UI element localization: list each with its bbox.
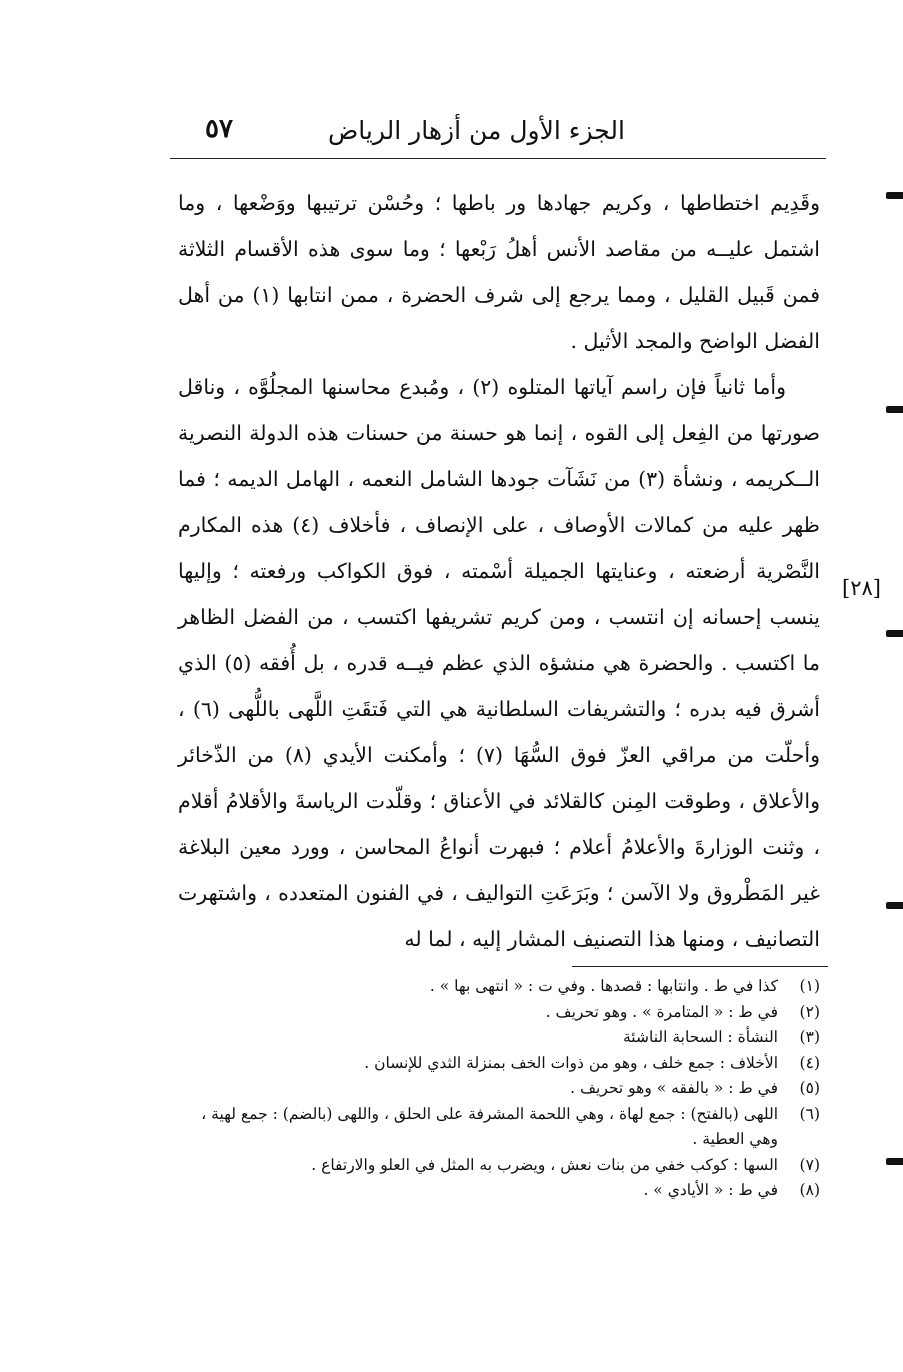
footnote-number: (١) xyxy=(799,977,820,995)
binding-mark xyxy=(886,406,903,413)
paragraph-2: وأما ثانياً فإن راسم آياتها المتلوه (٢) ، ومُبدع محاسنها المجلُوَّه ، وناقل صورتها من الفِعل إلى القوه ، إنما هو حسنة من حسنات هذه الدولة النصرية الــكريمه ، ونشأة (٣) من نَشَآت جودها الشامل النعمه ، الهامل الديمه ؛ فما ظهر عليه من كمالات الأوصاف ، على الإنصاف ، فأخلاف (٤) هذه المكارم النَّصْرية أرضعته ، وعنايتها الجميلة أسْمته ، فوق الكواكب ورفعته ؛ وإليها ينسب إحسانه إن انتسب ، ومن كريم تشريفها اكتسب ، من الفضل الظاهر ما اكتسب . والحضرة هي منشؤه الذي عظم فيــه قدره ، بل أُفقه (٥) الذي أشرق فيه بدره ؛ والتشريفات السلطانية هي التي فَتقَتِ اللَّهى باللُّهى (٦) ، وأحلّت من مراقي العزّ فوق السُّهَا (٧) ؛ وأمكنت الأيدي (٨) من الذّخائر والأعلاق ، وطوقت المِنن كالقلائد في الأعناق ؛ وقلّدت الرياسةَ والأقلامُ أقلام ، وثنت الوزارةَ والأعلامُ أعلام ؛ فبهرت أنواعُ المحاسن ، وورد معين البلاغة غير المَطْروق ولا الآسن ؛ وبَرَعَتِ التواليف ، في الفنون المتعدده ، واشتهرت التصانيف ، ومنها هذا التصنيف المشار إليه ، لما له xyxy=(178,375,820,951)
main-text xyxy=(178,180,820,962)
binding-mark xyxy=(886,902,903,909)
page-number: ٥٧ xyxy=(205,114,233,144)
page-header xyxy=(175,112,825,156)
footnote xyxy=(200,974,820,1000)
paragraph-1: وقَدِيم اختطاطها ، وكريم جهادها ور باطها ؛ وحُسْن ترتيبها ووَضْعها ، وما اشتمل عليــه من مقاصد الأنس أهلُ رَبْعها ؛ وما سوى هذه الأقسام الثلاثة فمن قَبيل القليل ، ومما يرجع إلى شرف الحضرة ، ممن انتابها (١) من أهل الفضل الواضح والمجد الأثيل . xyxy=(178,191,820,353)
footnote-number: (٤) xyxy=(799,1053,820,1072)
footnote-number: (٦) xyxy=(799,1104,820,1123)
header-rule xyxy=(170,158,826,159)
footnote-text: اللهى (بالفتح) : جمع لهاة ، وهي اللحمة المشرفة على الحلق ، واللهى (بالضم) : جمع لهية ، وهي العطية . xyxy=(201,1104,778,1148)
footnote-rule xyxy=(572,966,828,967)
footnote-number: (٧) xyxy=(799,1155,820,1174)
footnote-number: (٨) xyxy=(799,1181,820,1199)
footnote-number: (٣) xyxy=(799,1028,820,1046)
footnote xyxy=(200,1025,820,1051)
footnote-text: السها : كوكب خفي من بنات نعش ، ويضرب به المثل في العلو والارتفاع . xyxy=(311,1155,778,1174)
footnote xyxy=(200,1102,820,1153)
footnote-number: (٢) xyxy=(799,1002,820,1021)
footnote xyxy=(200,1178,820,1204)
footnote xyxy=(200,1051,820,1077)
footnote-number: (٥) xyxy=(799,1079,820,1097)
binding-mark xyxy=(886,192,903,199)
footnote-text: الأخلاف : جمع خلف ، وهو من ذوات الخف بمنزلة الثدي للإنسان . xyxy=(364,1053,778,1072)
footnote xyxy=(200,1076,820,1102)
footnote-text: في ط : « الأيادي » . xyxy=(643,1181,778,1199)
footnote-text: في ط : « المتامرة » . وهو تحريف . xyxy=(545,1002,778,1021)
binding-mark xyxy=(886,1158,903,1165)
footnote-text: في ط : « بالفقه » وهو تحريف . xyxy=(570,1079,778,1097)
footnotes xyxy=(200,974,820,1204)
running-title: الجزء الأول من أزهار الرياض xyxy=(328,116,625,145)
margin-page-reference: [٢٨] xyxy=(842,576,881,600)
footnote xyxy=(200,1153,820,1179)
footnote xyxy=(200,1000,820,1026)
footnote-text: كذا في ط . وانتابها : قصدها . وفي ت : « انتهى بها » . xyxy=(429,977,778,995)
footnote-text: النشأة : السحابة الناشئة xyxy=(623,1028,778,1046)
binding-mark xyxy=(886,630,903,637)
